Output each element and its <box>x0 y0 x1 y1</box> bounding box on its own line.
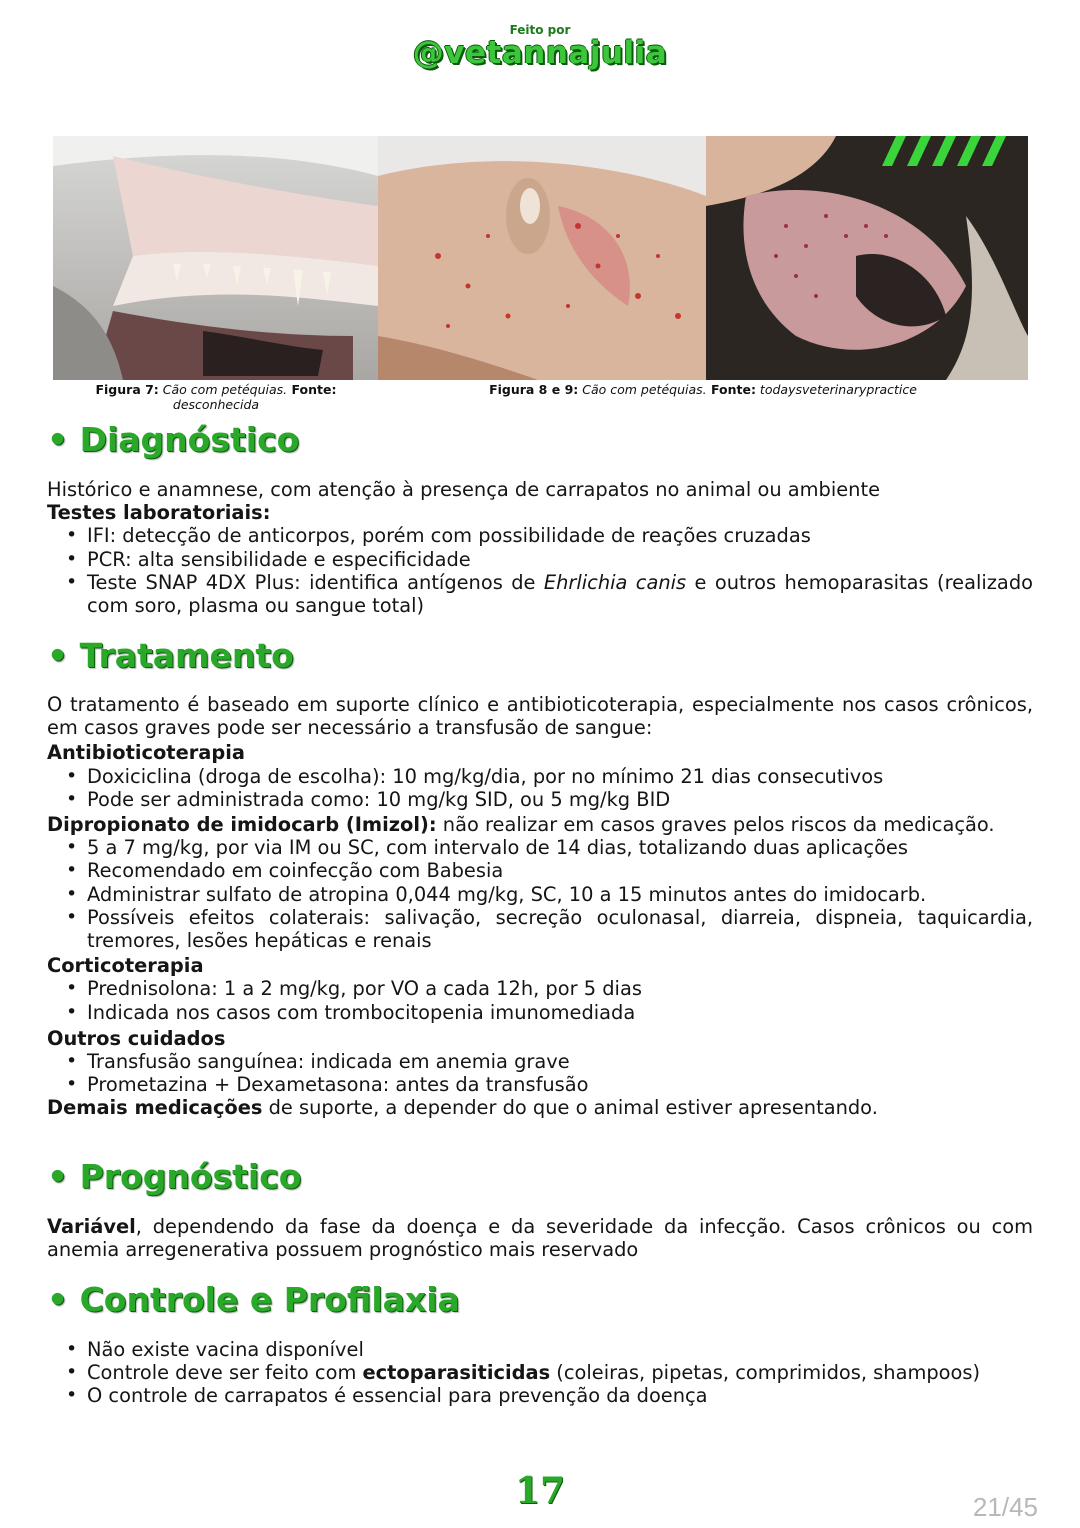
caption-source-label: Fonte: <box>287 382 337 397</box>
author-handle: @vetannajulia <box>412 35 668 71</box>
list-item: • IFI: detecção de anticorpos, porém com possibilidade de reações cruzadas <box>47 524 1033 547</box>
caption-label: Figura 7: <box>95 382 159 397</box>
list-item: • Indicada nos casos com trombocitopenia imunomediada <box>47 1001 1033 1024</box>
figure-8-9-caption <box>443 382 963 397</box>
prognostico-bold: Variável <box>47 1215 136 1238</box>
tests-label: Testes laboratoriais: <box>47 501 271 525</box>
diagnostico-heading: • Diagnóstico <box>47 420 300 459</box>
imido-label: Dipropionato de imidocarb (Imizol): <box>47 813 437 837</box>
list-item: • Possíveis efeitos colaterais: salivação, secreção oculonasal, diarreia, dispneia, taquicardia, tremores, lesões hepáticas e renais <box>47 906 1033 952</box>
figure-7-caption <box>71 382 361 412</box>
controle-body <box>47 1338 1033 1408</box>
list-item: • Pode ser administrada como: 10 mg/kg SID, ou 5 mg/kg BID <box>47 788 1033 811</box>
made-by-label: Feito por <box>509 23 571 37</box>
caption-text: Cão com petéquias. <box>158 382 288 397</box>
page-header <box>0 24 1080 70</box>
caption-source-label: Fonte: <box>706 382 756 397</box>
prognostico-heading: • Prognóstico <box>47 1157 302 1196</box>
demais-text: de suporte, a depender do que o animal estiver apresentando. <box>262 1096 878 1120</box>
list-item: • Recomendado em coinfecção com Babesia <box>47 859 1033 882</box>
list-item: • Teste SNAP 4DX Plus: identifica antígenos de Ehrlichia canis e outros hemoparasitas (realizado com soro, plasma ou sangue total) <box>47 571 1033 617</box>
list-item: • Administrar sulfato de atropina 0,044 mg/kg, SC, 10 a 15 minutos antes do imidocarb. <box>47 883 1033 906</box>
list-item: • Doxiciclina (droga de escolha): 10 mg/kg/dia, por no mínimo 21 dias consecutivos <box>47 765 1033 788</box>
imido-text: não realizar em casos graves pelos riscos da medicação. <box>436 813 995 837</box>
outros-label: Outros cuidados <box>47 1026 226 1050</box>
diagnostico-body <box>47 478 1033 617</box>
caption-source: desconhecida <box>172 397 260 412</box>
list-item: • Controle deve ser feito com ectoparasiticidas (coleiras, pipetas, comprimidos, shampoos) <box>47 1361 1033 1384</box>
ehrlichia-canis-term: Ehrlichia canis <box>543 570 687 594</box>
ectoparasiticidas-term: ectoparasiticidas <box>362 1361 551 1385</box>
tratamento-heading: • Tratamento <box>47 636 294 675</box>
list-item: • Prednisolona: 1 a 2 mg/kg, por VO a cada 12h, por 5 dias <box>47 977 1033 1000</box>
prognostico-body <box>47 1215 1033 1261</box>
cortico-list <box>47 977 1033 1023</box>
dog-belly-petechiae-photo <box>378 136 706 380</box>
caption-label: Figura 8 e 9: <box>489 382 579 397</box>
list-item: • 5 a 7 mg/kg, por via IM ou SC, com intervalo de 14 dias, totalizando duas aplicações <box>47 836 1033 859</box>
dog-ear-petechiae-image <box>706 136 1028 380</box>
list-item: • Não existe vacina disponível <box>47 1338 1033 1361</box>
diagnostico-intro: Histórico e anamnese, com atenção à presença de carrapatos no animal ou ambiente <box>47 478 881 501</box>
tests-list <box>47 524 1033 617</box>
antibio-label: Antibioticoterapia <box>47 741 245 765</box>
list-item: • Transfusão sanguínea: indicada em anemia grave <box>47 1050 1033 1073</box>
list-item: • Prometazina + Dexametasona: antes da transfusão <box>47 1073 1033 1096</box>
controle-list <box>47 1338 1033 1408</box>
imido-list <box>47 836 1033 952</box>
caption-source: todaysveterinarypractice <box>755 382 917 397</box>
dog-mouth-petechiae-image <box>53 136 378 380</box>
list-item: • PCR: alta sensibilidade e especificidade <box>47 548 1033 571</box>
antibio-list <box>47 765 1033 811</box>
dog-belly-petechiae-image <box>378 136 706 380</box>
dog-ear-petechiae-photo <box>706 136 1028 380</box>
cortico-label: Corticoterapia <box>47 954 204 978</box>
demais-label: Demais medicações <box>47 1096 263 1120</box>
caption-text: Cão com petéquias. <box>578 382 707 397</box>
figure-photo-strip <box>53 136 1028 380</box>
controle-heading: • Controle e Profilaxia <box>47 1280 460 1319</box>
list-item: • O controle de carrapatos é essencial para prevenção da doença <box>47 1384 1033 1407</box>
dog-mouth-petechiae-photo <box>53 136 378 380</box>
prognostico-text: , dependendo da fase da doença e da severidade da infecção. Casos crônicos ou com anemia arregenerativa possuem prognóstico mais reservado <box>47 1215 1033 1262</box>
pdf-page-counter: 21/45 <box>972 1492 1038 1522</box>
tratamento-intro: O tratamento é baseado em suporte clínico e antibioticoterapia, especialmente nos casos crônicos, em casos graves pode ser necessário a transfusão de sangue: <box>47 693 1033 740</box>
outros-list <box>47 1050 1033 1096</box>
tratamento-body <box>47 693 1033 1120</box>
page-number: 17 <box>514 1470 566 1512</box>
